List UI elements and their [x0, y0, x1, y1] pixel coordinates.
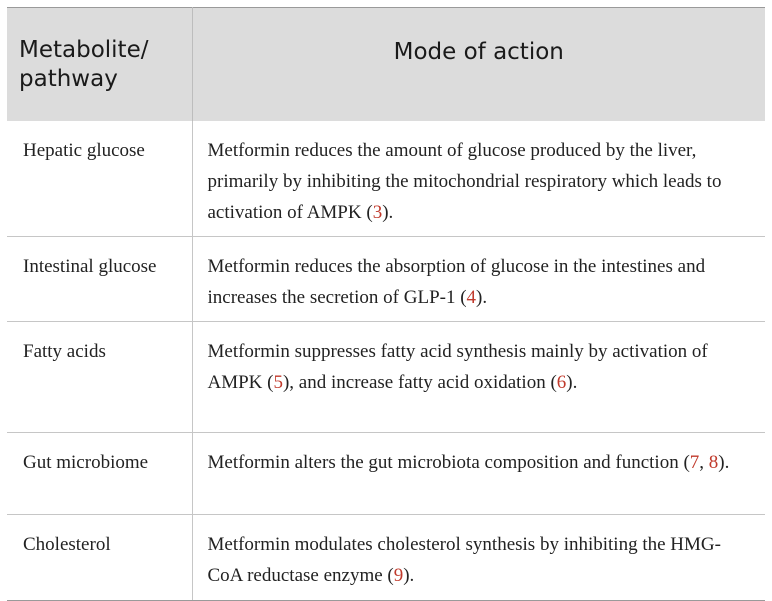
metabolite-cell: Fatty acids — [7, 322, 192, 433]
mode-text: Metformin reduces the absorption of glucose in the intestines and increases the secretion of GLP-1 ( — [207, 256, 706, 308]
reference-link[interactable]: 4 — [466, 287, 477, 308]
table-row — [7, 322, 765, 433]
mode-text: Metformin alters the gut microbiota composition and function ( — [207, 452, 690, 473]
reference-link[interactable]: 9 — [393, 565, 404, 586]
mode-of-action-cell — [192, 515, 765, 601]
metabolite-cell: Hepatic glucose — [7, 121, 192, 237]
mode-text-end: ). — [718, 452, 730, 473]
header-mode-label: Mode of action — [393, 38, 564, 65]
mode-text-end: ). — [566, 372, 578, 393]
header-metabolite-pathway — [7, 8, 192, 122]
mode-text-end: ). — [382, 202, 394, 223]
metformin-mechanism-table — [7, 7, 765, 601]
reference-link[interactable]: 3 — [372, 202, 383, 223]
mode-text-end: ). — [476, 287, 488, 308]
table-row — [7, 433, 765, 515]
table-row — [7, 121, 765, 237]
metabolite-cell: Cholesterol — [7, 515, 192, 601]
header-mode-of-action — [192, 8, 765, 122]
metabolite-cell: Gut microbiome — [7, 433, 192, 515]
mode-of-action-cell — [192, 322, 765, 433]
reference-link[interactable]: 5 — [273, 372, 283, 393]
mode-text: Metformin suppresses fatty acid synthesis mainly by activation of AMPK ( — [207, 341, 708, 393]
mode-of-action-cell — [192, 237, 765, 322]
mode-of-action-cell — [192, 433, 765, 515]
reference-link[interactable]: 7 — [689, 452, 700, 473]
mode-text: Metformin reduces the amount of glucose produced by the liver, primarily by inhibiting the mitochondrial respiratory which leads to activation of AMPK ( — [207, 140, 722, 223]
mode-text: Metformin modulates cholesterol synthesis by inhibiting the HMG-CoA reductase enzyme ( — [207, 534, 721, 586]
table-header-row — [7, 8, 765, 122]
table-row — [7, 237, 765, 322]
mode-text-mid: ), and increase fatty acid oxidation ( — [282, 372, 557, 393]
mode-of-action-cell — [192, 121, 765, 237]
reference-link[interactable]: 8 — [708, 452, 719, 473]
mode-text-end: ). — [403, 565, 415, 586]
metabolite-cell: Intestinal glucose — [7, 237, 192, 322]
header-metabolite-label: Metabolite/ pathway — [19, 36, 149, 92]
ref-separator: , — [699, 452, 709, 473]
table-row — [7, 515, 765, 601]
reference-link[interactable]: 6 — [556, 372, 567, 393]
